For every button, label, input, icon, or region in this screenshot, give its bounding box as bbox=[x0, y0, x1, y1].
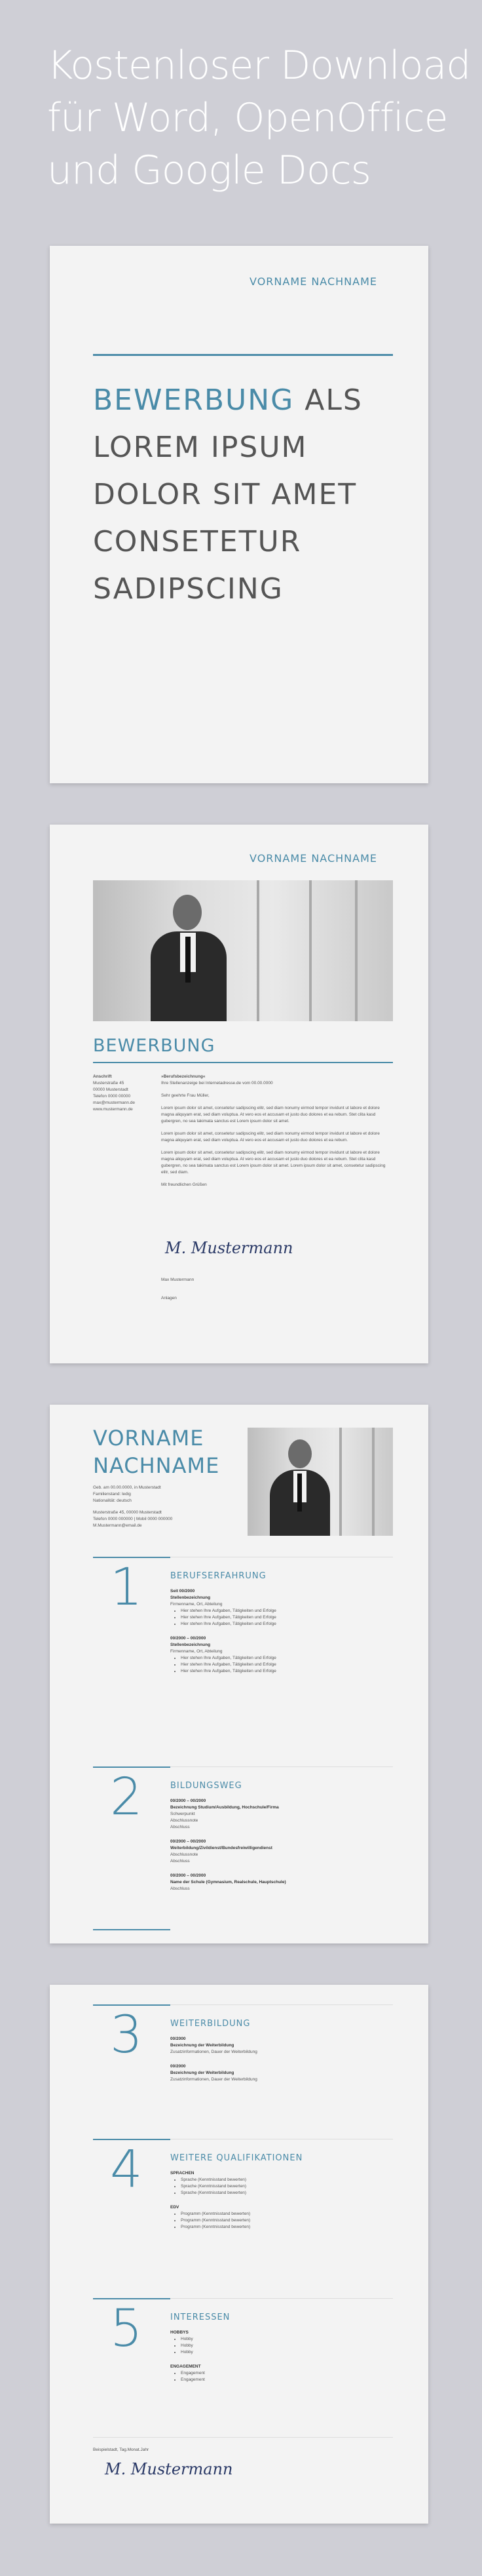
entry-line: Abschlussnote bbox=[170, 1818, 198, 1823]
letter-paragraph: Lorem ipsum dolor sit amet, consetetur sadipscing elitr, sed diam nonumy eirmod tempor invidunt ut labore et dolore magna aliquyam erat, sed diam voluptua. At vero eos et accusam et justo duo dolores et ea rebum. Stet clita kasd gubergren, no sea takimata sanctus est Lorem ipsum dolor sit amet. Lorem ipsum dolor sit amet, consetetur sadipscing elitr, sed diam. bbox=[161, 1150, 386, 1175]
cover-title-rest: ALS bbox=[294, 383, 363, 417]
cv-page-2 bbox=[50, 1985, 428, 2524]
section-title: BERUFSERFAHRUNG bbox=[170, 1571, 267, 1581]
letter-paragraph: Lorem ipsum dolor sit amet, consetetur sadipscing elitr, sed diam nonumy eirmod tempor invidunt ut labore et dolore magna aliquyam erat, sed diam voluptua. At vero eos et accusam et justo duo dolores et ea rebum. Stet clita kasd gubergren, no sea takimata sanctus est Lorem ipsum dolor sit amet. bbox=[161, 1106, 380, 1123]
qualification-group bbox=[170, 2204, 393, 2231]
letter-name: VORNAME NACHNAME bbox=[250, 852, 377, 865]
entry-role: Name der Schule (Gymnasium, Realschule, Hauptschule) bbox=[170, 1880, 286, 1884]
applicant-photo bbox=[93, 880, 393, 1021]
letter-salutation: Sehr geehrte Frau Müller, bbox=[161, 1093, 210, 1098]
entry-date: 00/2000 – 00/2000 bbox=[170, 1839, 206, 1844]
entry-role: Weiterbildung/Zivildienst/Bundesfreiwilligendienst bbox=[170, 1846, 272, 1850]
section-title: INTERESSEN bbox=[170, 2313, 231, 2322]
entry-bullet: • Hier stehen Ihre Aufgaben, Tätigkeiten und Erfolge bbox=[181, 1608, 393, 1614]
cv-contact-line: Telefon 0000 000000 | Mobil 0000 000000 bbox=[93, 1517, 173, 1521]
section-number: 2 bbox=[110, 1768, 143, 1827]
group-bullet: • Hobby bbox=[181, 2349, 393, 2356]
interest-group bbox=[170, 2330, 393, 2356]
cover-title-line: SADIPSCING bbox=[93, 572, 284, 606]
entry-line: Abschluss bbox=[170, 1825, 190, 1829]
group-label: HOBBYS bbox=[170, 2330, 189, 2335]
education-entry bbox=[170, 1839, 393, 1865]
cv-contact-line: M.Mustermann@email.de bbox=[93, 1523, 142, 1528]
training-entry bbox=[170, 2063, 393, 2083]
entry-date: 00/2000 bbox=[170, 2064, 186, 2069]
divider bbox=[93, 2437, 393, 2438]
qualification-group bbox=[170, 2170, 393, 2196]
group-label: SPRACHEN bbox=[170, 2171, 195, 2176]
cv-section-qualifications bbox=[93, 2139, 393, 2303]
entry-line: Abschluss bbox=[170, 1859, 190, 1864]
group-bullet: • Sprache (Kenntnisstand bewerten) bbox=[181, 2177, 393, 2183]
entry-role: Bezeichnung der Weiterbildung bbox=[170, 2071, 234, 2075]
entry-bullet: • Hier stehen Ihre Aufgaben, Tätigkeiten und Erfolge bbox=[181, 1668, 393, 1675]
entry-role: Bezeichnung der Weiterbildung bbox=[170, 2043, 234, 2048]
letter-paragraph: Lorem ipsum dolor sit amet, consetetur sadipscing elitr, sed diam nonumy eirmod tempor invidunt ut labore et dolore magna aliquyam erat, sed diam voluptua. At vero eos et accusam et justo duo dolores et ea rebum. bbox=[161, 1131, 380, 1142]
section-body bbox=[170, 2036, 393, 2091]
interest-group bbox=[170, 2364, 393, 2383]
entry-company: Firmenname, Ort, Abteilung bbox=[170, 1602, 223, 1607]
letter-attachments: Anlagen bbox=[161, 1296, 177, 1300]
cover-title bbox=[93, 377, 401, 613]
cover-page bbox=[50, 246, 428, 783]
entry-bullet: • Hier stehen Ihre Aufgaben, Tätigkeiten und Erfolge bbox=[181, 1614, 393, 1621]
letter-closing: Mit freundlichen Grüßen bbox=[161, 1182, 207, 1187]
sender-line: Telefon 0000 00000 bbox=[93, 1094, 131, 1099]
cover-rule bbox=[93, 354, 393, 356]
cover-title-line: CONSETETUR bbox=[93, 525, 302, 558]
group-bullet: • Programm (Kenntnisstand bewerten) bbox=[181, 2211, 393, 2217]
entry-role: Stellenbezeichnung bbox=[170, 1643, 211, 1647]
group-bullet: • Engagement bbox=[181, 2377, 393, 2383]
cv-first-name: VORNAME bbox=[93, 1426, 204, 1451]
entry-company: Firmenname, Ort, Abteilung bbox=[170, 1649, 223, 1654]
cv-last-name: NACHNAME bbox=[93, 1453, 220, 1478]
section-number: 3 bbox=[110, 2006, 143, 2065]
letter-signed-name: Max Mustermann bbox=[161, 1278, 195, 1282]
cv-signature: M. Mustermann bbox=[105, 2460, 233, 2478]
cv-section-training bbox=[93, 2004, 393, 2136]
cover-title-accent: BEWERBUNG bbox=[93, 383, 295, 417]
letter-rule bbox=[93, 1062, 393, 1063]
section-title: WEITERE QUALIFIKATIONEN bbox=[170, 2153, 303, 2163]
group-bullet: • Engagement bbox=[181, 2370, 393, 2377]
group-bullet: • Hobby bbox=[181, 2343, 393, 2349]
entry-date: 00/2000 – 00/2000 bbox=[170, 1873, 206, 1878]
letter-subject-sub: Ihre Stellenanzeige bei Internetadresse.de vom 00.00.0000 bbox=[161, 1081, 273, 1085]
letter-signature: M. Mustermann bbox=[165, 1239, 293, 1257]
cover-name: VORNAME NACHNAME bbox=[250, 275, 377, 288]
sender-line: max@mustermann.de bbox=[93, 1101, 136, 1105]
entry-bullet: • Hier stehen Ihre Aufgaben, Tätigkeiten und Erfolge bbox=[181, 1655, 393, 1662]
group-bullet: • Programm (Kenntnisstand bewerten) bbox=[181, 2217, 393, 2224]
cv-contact bbox=[93, 1485, 237, 1534]
sender-label: Anschrift bbox=[93, 1074, 112, 1079]
section-body bbox=[170, 1588, 393, 1683]
section-title: WEITERBILDUNG bbox=[170, 2019, 251, 2029]
cv-contact-line: Musterstraße 45, 00000 Musterstadt bbox=[93, 1510, 162, 1515]
entry-line: Schwerpunkt bbox=[170, 1812, 195, 1816]
education-entry bbox=[170, 1798, 393, 1831]
sender-line: www.mustermann.de bbox=[93, 1107, 133, 1112]
hero-line: Kostenloser Download bbox=[47, 43, 471, 88]
cv-page-1 bbox=[50, 1405, 428, 1943]
section-number: 5 bbox=[110, 2299, 143, 2358]
letter-subject: »Berufsbezeichnung« bbox=[161, 1074, 206, 1079]
hero-line: und Google Docs bbox=[47, 147, 371, 193]
entry-bullet: • Hier stehen Ihre Aufgaben, Tätigkeiten und Erfolge bbox=[181, 1662, 393, 1668]
entry-line: Zusatzinformationen, Dauer der Weiterbildung bbox=[170, 2050, 257, 2054]
entry-role: Stellenbezeichnung bbox=[170, 1595, 211, 1600]
entry-date: 00/2000 – 00/2000 bbox=[170, 1799, 206, 1803]
section-title: BILDUNGSWEG bbox=[170, 1781, 242, 1791]
entry-line: Abschlussnote bbox=[170, 1852, 198, 1857]
group-label: EDV bbox=[170, 2205, 179, 2210]
section-number: 4 bbox=[110, 2140, 143, 2199]
entry-line: Abschluss bbox=[170, 1886, 190, 1891]
entry-date: 00/2000 bbox=[170, 2037, 186, 2041]
cv-section-interests bbox=[93, 2298, 393, 2429]
group-bullet: • Sprache (Kenntnisstand bewerten) bbox=[181, 2183, 393, 2190]
section-body bbox=[170, 1798, 393, 1900]
experience-entry bbox=[170, 1635, 393, 1675]
cv-personal-line: Familienstand: ledig bbox=[93, 1492, 131, 1496]
cv-personal-line: Geb. am 00.00.0000, in Musterstadt bbox=[93, 1485, 161, 1490]
group-label: ENGAGEMENT bbox=[170, 2364, 201, 2369]
entry-date: 00/2000 – 00/2000 bbox=[170, 1636, 206, 1641]
hero-heading bbox=[47, 39, 471, 197]
entry-line: Zusatzinformationen, Dauer der Weiterbildung bbox=[170, 2077, 257, 2082]
group-bullet: • Sprache (Kenntnisstand bewerten) bbox=[181, 2190, 393, 2196]
experience-entry bbox=[170, 1588, 393, 1628]
cv-section-education bbox=[93, 1766, 393, 1930]
cover-title-line: DOLOR SIT AMET bbox=[93, 478, 358, 511]
group-bullet: • Programm (Kenntnisstand bewerten) bbox=[181, 2224, 393, 2231]
sender-line: 00000 Musterstadt bbox=[93, 1087, 128, 1092]
cv-section-experience bbox=[93, 1557, 393, 1753]
sender-line: Musterstraße 45 bbox=[93, 1081, 124, 1085]
hero-line: für Word, OpenOffice bbox=[47, 95, 448, 141]
letter-body bbox=[161, 1074, 393, 1194]
entry-role: Bezeichnung Studium/Ausbildung, Hochschule/Firma bbox=[170, 1805, 279, 1810]
section-body bbox=[170, 2170, 393, 2238]
place-date: Beispielstadt, Tag.Monat.Jahr bbox=[93, 2448, 149, 2452]
entry-bullet: • Hier stehen Ihre Aufgaben, Tätigkeiten und Erfolge bbox=[181, 1621, 393, 1628]
letter-heading: BEWERBUNG bbox=[93, 1036, 215, 1056]
training-entry bbox=[170, 2036, 393, 2056]
sender-block bbox=[93, 1074, 152, 1113]
section-number: 1 bbox=[110, 1558, 143, 1617]
section-body bbox=[170, 2330, 393, 2391]
letter-page bbox=[50, 825, 428, 1363]
cover-title-line: LOREM IPSUM bbox=[93, 431, 308, 464]
entry-date: Seit 00/2000 bbox=[170, 1589, 195, 1593]
cv-personal-line: Nationalität: deutsch bbox=[93, 1498, 132, 1503]
education-entry bbox=[170, 1873, 393, 1892]
cv-name bbox=[93, 1424, 219, 1479]
cv-photo bbox=[248, 1428, 393, 1536]
group-bullet: • Hobby bbox=[181, 2336, 393, 2343]
